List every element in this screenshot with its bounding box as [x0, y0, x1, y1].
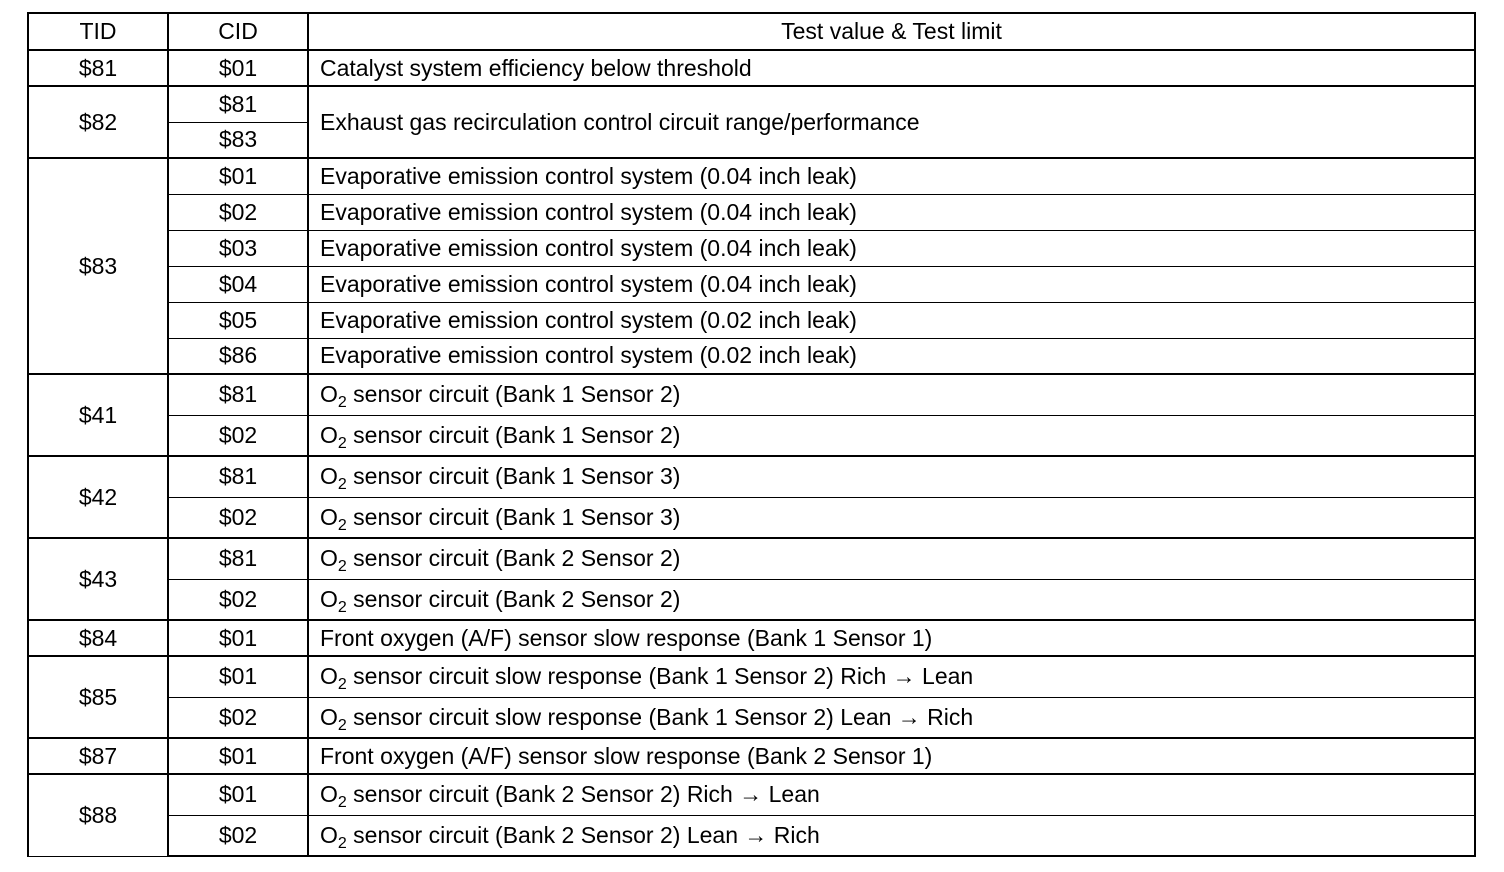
description-cell	[308, 579, 1475, 620]
table-row	[28, 86, 1475, 122]
cid-cell: $81	[168, 374, 308, 415]
table-row	[28, 774, 1475, 815]
description-prefix: O	[320, 781, 338, 808]
description-prefix: O	[320, 503, 338, 530]
cid-cell: $02	[168, 579, 308, 620]
description-text: sensor circuit (Bank 1 Sensor 2)	[346, 421, 681, 448]
description-subscript: 2	[337, 434, 347, 452]
cid-cell: $05	[168, 302, 308, 338]
header-tid: TID	[28, 13, 168, 50]
cid-cell: $86	[168, 338, 308, 374]
header-cid: CID	[168, 13, 308, 50]
cid-cell: $02	[168, 497, 308, 538]
description-text: sensor circuit (Bank 1 Sensor 2)	[346, 381, 681, 408]
description-cell	[308, 415, 1475, 456]
description-cell: Evaporative emission control system (0.02 inch leak)	[308, 338, 1475, 374]
description-subscript: 2	[337, 676, 347, 694]
description-cell: Evaporative emission control system (0.04 inch leak)	[308, 230, 1475, 266]
description-text: sensor circuit slow response (Bank 1 Sensor 2) Lean → Rich	[346, 703, 974, 730]
description-subscript: 2	[337, 558, 347, 576]
cid-cell: $81	[168, 538, 308, 579]
tid-cell: $41	[28, 374, 168, 456]
description-cell	[308, 538, 1475, 579]
cid-cell: $01	[168, 50, 308, 86]
table-row	[28, 158, 1475, 194]
tid-cell: $84	[28, 620, 168, 656]
table-row	[28, 302, 1475, 338]
cid-cell: $02	[168, 194, 308, 230]
table-row	[28, 815, 1475, 856]
description-subscript: 2	[337, 598, 347, 616]
table-row	[28, 538, 1475, 579]
description-text: sensor circuit (Bank 1 Sensor 3)	[346, 503, 681, 530]
table-row	[28, 656, 1475, 697]
cid-cell: $01	[168, 656, 308, 697]
description-subscript: 2	[337, 716, 347, 734]
table-row	[28, 497, 1475, 538]
cid-cell: $81	[168, 456, 308, 497]
tid-cell: $81	[28, 50, 168, 86]
description-subscript: 2	[337, 476, 347, 494]
description-cell	[308, 774, 1475, 815]
cid-cell: $02	[168, 697, 308, 738]
description-cell: Front oxygen (A/F) sensor slow response (Bank 2 Sensor 1)	[308, 738, 1475, 774]
cid-cell: $04	[168, 266, 308, 302]
table-row	[28, 50, 1475, 86]
description-text: sensor circuit slow response (Bank 1 Sensor 2) Rich → Lean	[346, 663, 974, 690]
table-body	[28, 50, 1475, 856]
description-text: sensor circuit (Bank 1 Sensor 3)	[346, 463, 681, 490]
tid-cell: $43	[28, 538, 168, 620]
description-cell: Front oxygen (A/F) sensor slow response (Bank 1 Sensor 1)	[308, 620, 1475, 656]
description-text: sensor circuit (Bank 2 Sensor 2) Lean → Rich	[346, 821, 820, 848]
cid-cell: $01	[168, 738, 308, 774]
description-cell	[308, 815, 1475, 856]
description-cell: Evaporative emission control system (0.02 inch leak)	[308, 302, 1475, 338]
description-cell: Exhaust gas recirculation control circuit range/performance	[308, 86, 1475, 158]
table-row	[28, 697, 1475, 738]
description-text: sensor circuit (Bank 2 Sensor 2) Rich → Lean	[346, 781, 820, 808]
description-cell	[308, 497, 1475, 538]
description-prefix: O	[320, 821, 338, 848]
description-prefix: O	[320, 545, 338, 572]
header-row	[28, 13, 1475, 50]
description-prefix: O	[320, 663, 338, 690]
tid-cell: $88	[28, 774, 168, 856]
table-row	[28, 579, 1475, 620]
description-subscript: 2	[337, 834, 347, 852]
table-row	[28, 266, 1475, 302]
description-prefix: O	[320, 703, 338, 730]
description-text: sensor circuit (Bank 2 Sensor 2)	[346, 585, 681, 612]
tid-cell: $87	[28, 738, 168, 774]
tid-cell: $83	[28, 158, 168, 374]
description-subscript: 2	[337, 794, 347, 812]
test-value-table	[27, 12, 1476, 857]
description-prefix: O	[320, 463, 338, 490]
description-subscript: 2	[337, 516, 347, 534]
table-row	[28, 194, 1475, 230]
description-cell: Evaporative emission control system (0.04 inch leak)	[308, 194, 1475, 230]
description-prefix: O	[320, 381, 338, 408]
description-cell: Evaporative emission control system (0.04 inch leak)	[308, 158, 1475, 194]
description-cell	[308, 456, 1475, 497]
description-cell	[308, 697, 1475, 738]
tid-cell: $42	[28, 456, 168, 538]
cid-cell: $02	[168, 415, 308, 456]
table-row	[28, 338, 1475, 374]
table-row	[28, 415, 1475, 456]
table-row	[28, 456, 1475, 497]
table-row	[28, 620, 1475, 656]
cid-cell: $83	[168, 122, 308, 158]
description-prefix: O	[320, 585, 338, 612]
tid-cell: $85	[28, 656, 168, 738]
description-cell: Catalyst system efficiency below threshold	[308, 50, 1475, 86]
cid-cell: $01	[168, 620, 308, 656]
tid-cell: $82	[28, 86, 168, 158]
table-row	[28, 374, 1475, 415]
description-text: sensor circuit (Bank 2 Sensor 2)	[346, 545, 681, 572]
description-subscript: 2	[337, 394, 347, 412]
table-row	[28, 738, 1475, 774]
table-row	[28, 230, 1475, 266]
description-cell: Evaporative emission control system (0.04 inch leak)	[308, 266, 1475, 302]
description-prefix: O	[320, 421, 338, 448]
cid-cell: $01	[168, 158, 308, 194]
cid-cell: $81	[168, 86, 308, 122]
cid-cell: $03	[168, 230, 308, 266]
description-cell	[308, 656, 1475, 697]
description-cell	[308, 374, 1475, 415]
cid-cell: $01	[168, 774, 308, 815]
cid-cell: $02	[168, 815, 308, 856]
header-test-value: Test value & Test limit	[308, 13, 1475, 50]
